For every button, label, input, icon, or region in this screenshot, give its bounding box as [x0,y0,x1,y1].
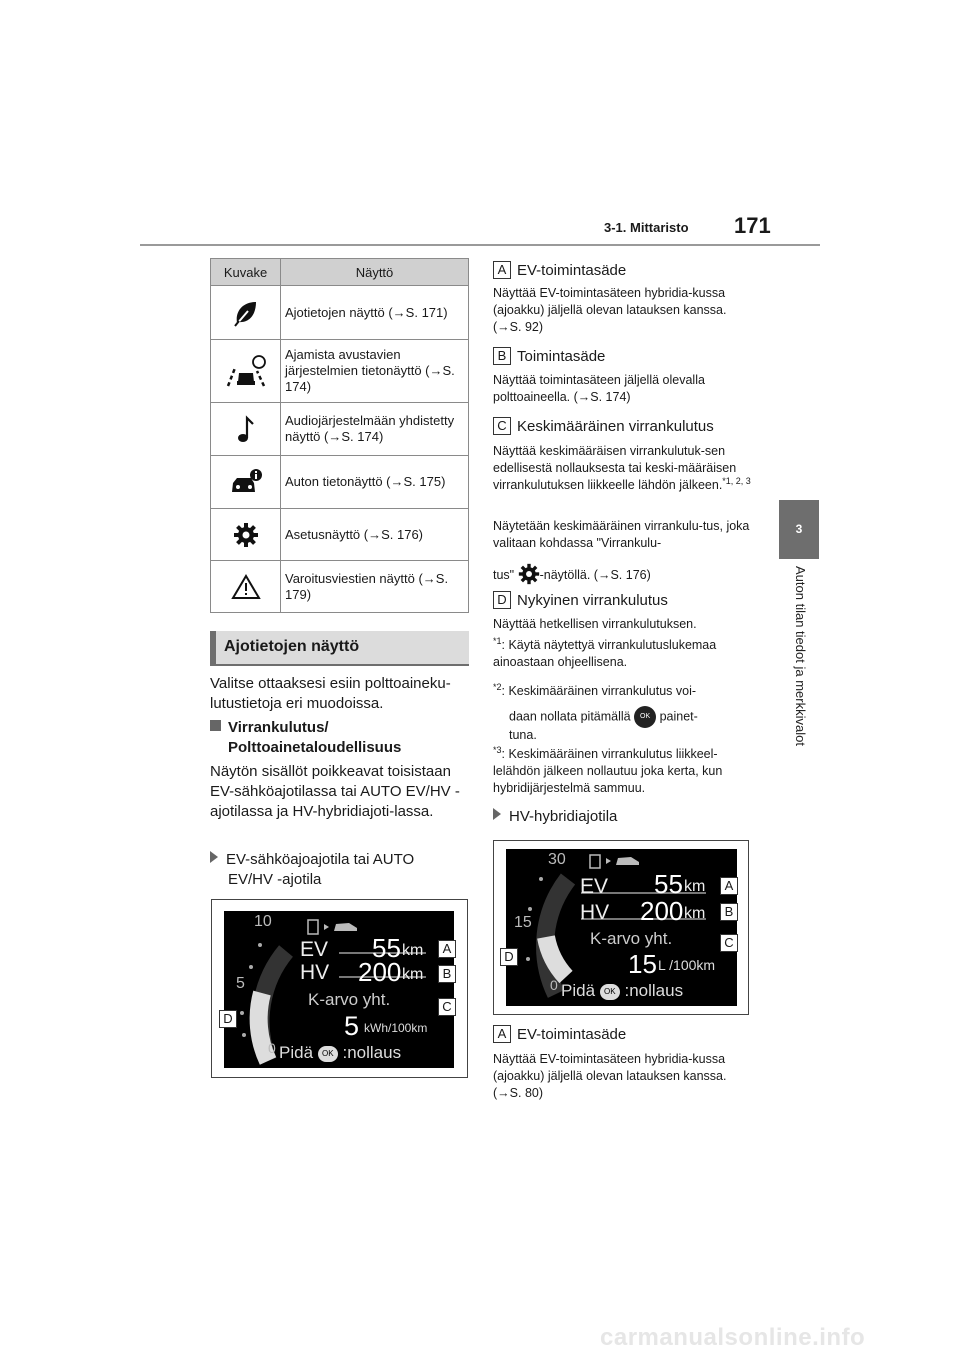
watermark: carmanualsonline.info [600,1324,866,1351]
hv-range-value: 200 [358,957,402,987]
ev-display-screen [224,911,454,1068]
table-header-display: Näyttö [281,259,469,286]
table-header-icon: Kuvake [211,259,281,286]
table-row [211,456,469,509]
triangle-bullet-icon [210,851,218,863]
triangle-bullet-icon [493,808,501,820]
subheading-line2: Polttoainetaloudellisuus [228,739,402,756]
ok-button-icon: OK [634,706,656,728]
item-c-text3: tus" -näytöllä. (→S. 176) [493,563,755,585]
scale-top-label: 10 [254,913,272,930]
callout-b: B [720,903,738,921]
square-bullet-icon [210,720,221,731]
ev-range-value: 55 [372,933,401,963]
reset-hint: Pidä OK :nollaus [279,1043,402,1062]
item-a2-text: Näyttää EV-toimintasäteen hybridia-kussa (ajoakku) jäljellä olevan latauksen kanssa. (→S. 80) [493,1052,727,1100]
scale-top-label: 30 [548,851,566,868]
table-cell-text: Ajotietojen näyttö (→S. 171) [281,286,469,340]
ev-range-unit: km [684,878,706,895]
hv-display-screen [506,849,737,1006]
item-c-text2: Näytetään keskimääräinen virrankulu-tus, joka valitaan kohdassa "Virrankulu- [493,519,750,550]
table-row [211,403,469,456]
average-unit: L /100km [658,957,716,973]
scale-bottom-label: 0 [268,1040,276,1056]
warning-icon [231,574,261,600]
section-heading: Ajotietojen näyttö [210,631,469,664]
music-note-icon [236,415,256,443]
footnote-1: $^{*1}$: Käytä näytettyä virrankulutuslukemaa ainoastaan ohjeellisena. [493,635,717,669]
page-number: 171 [734,213,771,238]
intro-text: Valitse ottaaksesi esiin polttoaineku-lutustietoja eri muodoissa. [210,675,451,712]
callout-b: B [438,965,456,983]
hv-label: HV [580,901,610,924]
chapter-tab: 3 [779,500,819,559]
mode-bullet-line2: EV/HV -ajotila [228,871,322,888]
scale-mid-label: 5 [236,975,245,992]
label-box-b: B [493,347,511,365]
ev-label: EV [300,938,329,961]
average-label: K-arvo yht. [308,990,391,1009]
callout-d: D [219,1010,237,1028]
table-cell-text: Ajamista avustavien järjestelmien tietonäyttö (→S. 174) [281,340,469,403]
label-box-d: D [493,591,511,609]
driving-assist-icon [224,354,268,388]
callout-d: D [500,948,518,966]
item-b-text: Näyttää toimintasäteen jäljellä olevalla polttoaineella. (→S. 174) [493,373,705,404]
callout-a: A [720,877,738,895]
footnote-2: $^{*2}$: Keskimääräinen virrankulutus voi- [493,681,697,698]
callout-a: A [438,940,456,958]
ev-range-value: 55 [654,869,683,899]
subheading: Virrankulutus/ [210,718,470,738]
item-d-title: D Nykyinen virrankulutus [493,591,763,611]
icon-table [210,258,469,613]
hv-mode-bullet: HV-hybridiajotila [493,807,753,827]
section-title: 3-1. Mittaristo [604,220,689,235]
scale-mid-label: 15 [514,914,532,931]
label-box-c: C [493,417,511,435]
footnote-2-line2: daan nollata pitämällä OK painet- [509,706,759,728]
reset-hint: Pidä OK :nollaus [561,981,684,1000]
footnote-2-line3: tuna. [509,728,537,742]
header-divider [140,244,820,246]
hv-range-unit: km [402,966,424,983]
mode-bullet: EV-sähköajoajotila tai AUTO [210,850,470,870]
table-cell-text: Audiojärjestelmään yhdistetty näyttö (→S. 174) [281,403,469,456]
average-unit: kWh/100km [364,1021,428,1035]
average-value: 15 [628,949,657,979]
hv-range-unit: km [684,905,706,922]
gear-icon [233,522,259,548]
label-box-a: A [493,1025,511,1043]
paragraph: Näytön sisällöt poikkeavat toisistaan EV-sähköajotilassa tai AUTO EV/HV -ajotilassa ja HV-hybridiajoti-lassa. [210,763,460,820]
ok-button-icon: OK [318,1046,338,1062]
item-a2-title: A EV-toimintasäde [493,1025,763,1045]
callout-c: C [720,934,738,952]
label-box-a: A [493,261,511,279]
item-b-title: B Toimintasäde [493,347,763,367]
table-cell-text: Varoitusviestien näyttö (→S. 179) [281,561,469,613]
table-cell-text: Auton tietonäyttö (→S. 175) [281,456,469,509]
gear-icon [518,563,540,585]
average-value: 5 [344,1011,360,1041]
table-cell-text: Asetusnäyttö (→S. 176) [281,509,469,561]
footnote-3: $^{*3}$: Keskimääräinen virrankulutus liikkeel-lelähdön jälkeen nollautuu joka kerta, kun hybridijärjestelmä sammuu. [493,744,723,795]
table-row [211,509,469,561]
item-a-text: Näyttää EV-toimintasäteen hybridia-kussa (ajoakku) jäljellä olevan latauksen kanssa. (→S. 92) [493,286,727,334]
car-info-icon [229,468,263,496]
item-a-title: A EV-toimintasäde [493,261,763,281]
item-c-text: Näyttää keskimääräisen virrankulutuk-sen edellisestä nollauksesta tai keski-määräisen virrankulutuksen liikkeelle lähdön jälkeen.$^{*1, 2, 3}$ [493,444,751,492]
hv-range-value: 200 [640,896,684,926]
item-d-text: Näyttää hetkellisen virrankulutuksen. [493,617,697,631]
table-row [211,561,469,613]
table-row [211,340,469,403]
item-c-title: C Keskimääräinen virrankulutus [493,417,763,437]
scale-bottom-label: 0 [550,977,558,993]
table-row [211,286,469,340]
chapter-title: Auton tilan tiedot ja merkkivalot [793,566,808,746]
ok-button-icon: OK [600,984,620,1000]
leaf-icon [233,299,259,327]
hv-label: HV [300,961,330,984]
average-label: K-arvo yht. [590,929,673,948]
ev-label: EV [580,875,609,898]
callout-c: C [438,998,456,1016]
ev-range-unit: km [402,942,424,959]
